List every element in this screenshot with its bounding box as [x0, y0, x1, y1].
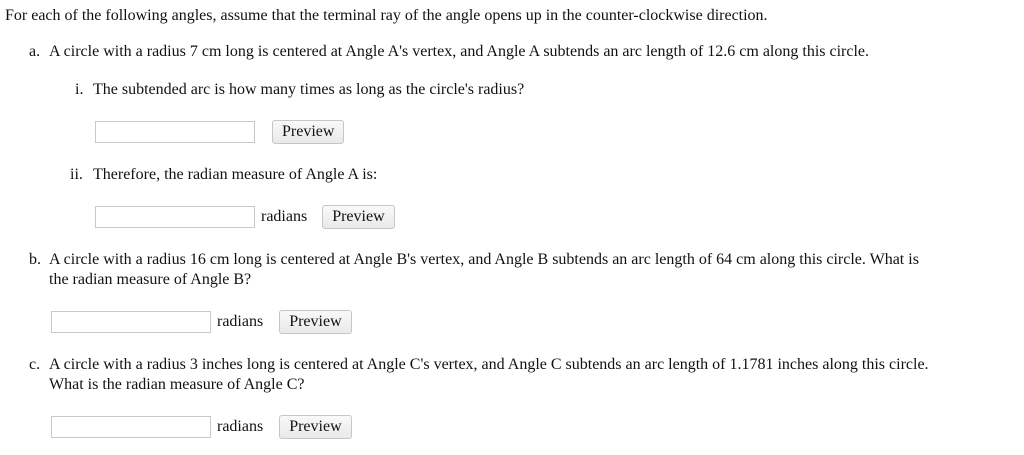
- part-b-preview-button[interactable]: Preview: [279, 310, 351, 334]
- part-a-ii-marker: ii.: [70, 166, 83, 183]
- part-a-ii-question: Therefore, the radian measure of Angle A is:: [93, 166, 378, 183]
- part-a: [29, 42, 869, 62]
- part-a-i-preview-button[interactable]: Preview: [272, 120, 344, 144]
- part-a-ii-answer-input[interactable]: [95, 206, 255, 228]
- part-c: [29, 355, 929, 375]
- part-a-question: A circle with a radius 7 cm long is centered at Angle A's vertex, and Angle A subtends an arc length of 12.6 cm along this circle.: [49, 43, 870, 60]
- part-c-question-line2: What is the radian measure of Angle C?: [49, 376, 305, 393]
- part-c-answer-row: [51, 414, 352, 440]
- part-c-marker: c.: [29, 356, 41, 373]
- part-b-question-line1: A circle with a radius 16 cm long is centered at Angle B's vertex, and Angle B subtends an arc length of 64 cm along this circle. What is: [49, 251, 919, 268]
- part-c-question-line1: A circle with a radius 3 inches long is centered at Angle C's vertex, and Angle C subtends an arc length of 1.1781 inches along this circle.: [49, 356, 929, 373]
- part-a-marker: a.: [29, 43, 41, 60]
- part-b: [29, 250, 919, 270]
- instructions-text: For each of the following angles, assume that the terminal ray of the angle opens up in the counter-clockwise direction.: [5, 7, 768, 24]
- part-c-unit-label: radians: [217, 418, 264, 435]
- part-a-ii-preview-button[interactable]: Preview: [322, 205, 394, 229]
- part-a-i-marker: i.: [75, 81, 84, 98]
- part-c-answer-input[interactable]: [51, 416, 211, 438]
- part-a-i: [75, 80, 524, 100]
- part-a-ii-answer-row: [95, 204, 395, 230]
- part-b-answer-row: [51, 309, 352, 335]
- part-a-i-question: The subtended arc is how many times as long as the circle's radius?: [93, 81, 525, 98]
- part-a-ii-unit-label: radians: [261, 208, 308, 225]
- part-b-marker: b.: [29, 251, 41, 268]
- part-a-i-answer-row: [95, 119, 344, 145]
- part-a-i-answer-input[interactable]: [95, 121, 255, 143]
- part-b-answer-input[interactable]: [51, 311, 211, 333]
- part-b-unit-label: radians: [217, 313, 264, 330]
- part-c-preview-button[interactable]: Preview: [279, 415, 351, 439]
- part-b-question-line2: the radian measure of Angle B?: [49, 271, 252, 288]
- part-a-ii: [70, 165, 377, 185]
